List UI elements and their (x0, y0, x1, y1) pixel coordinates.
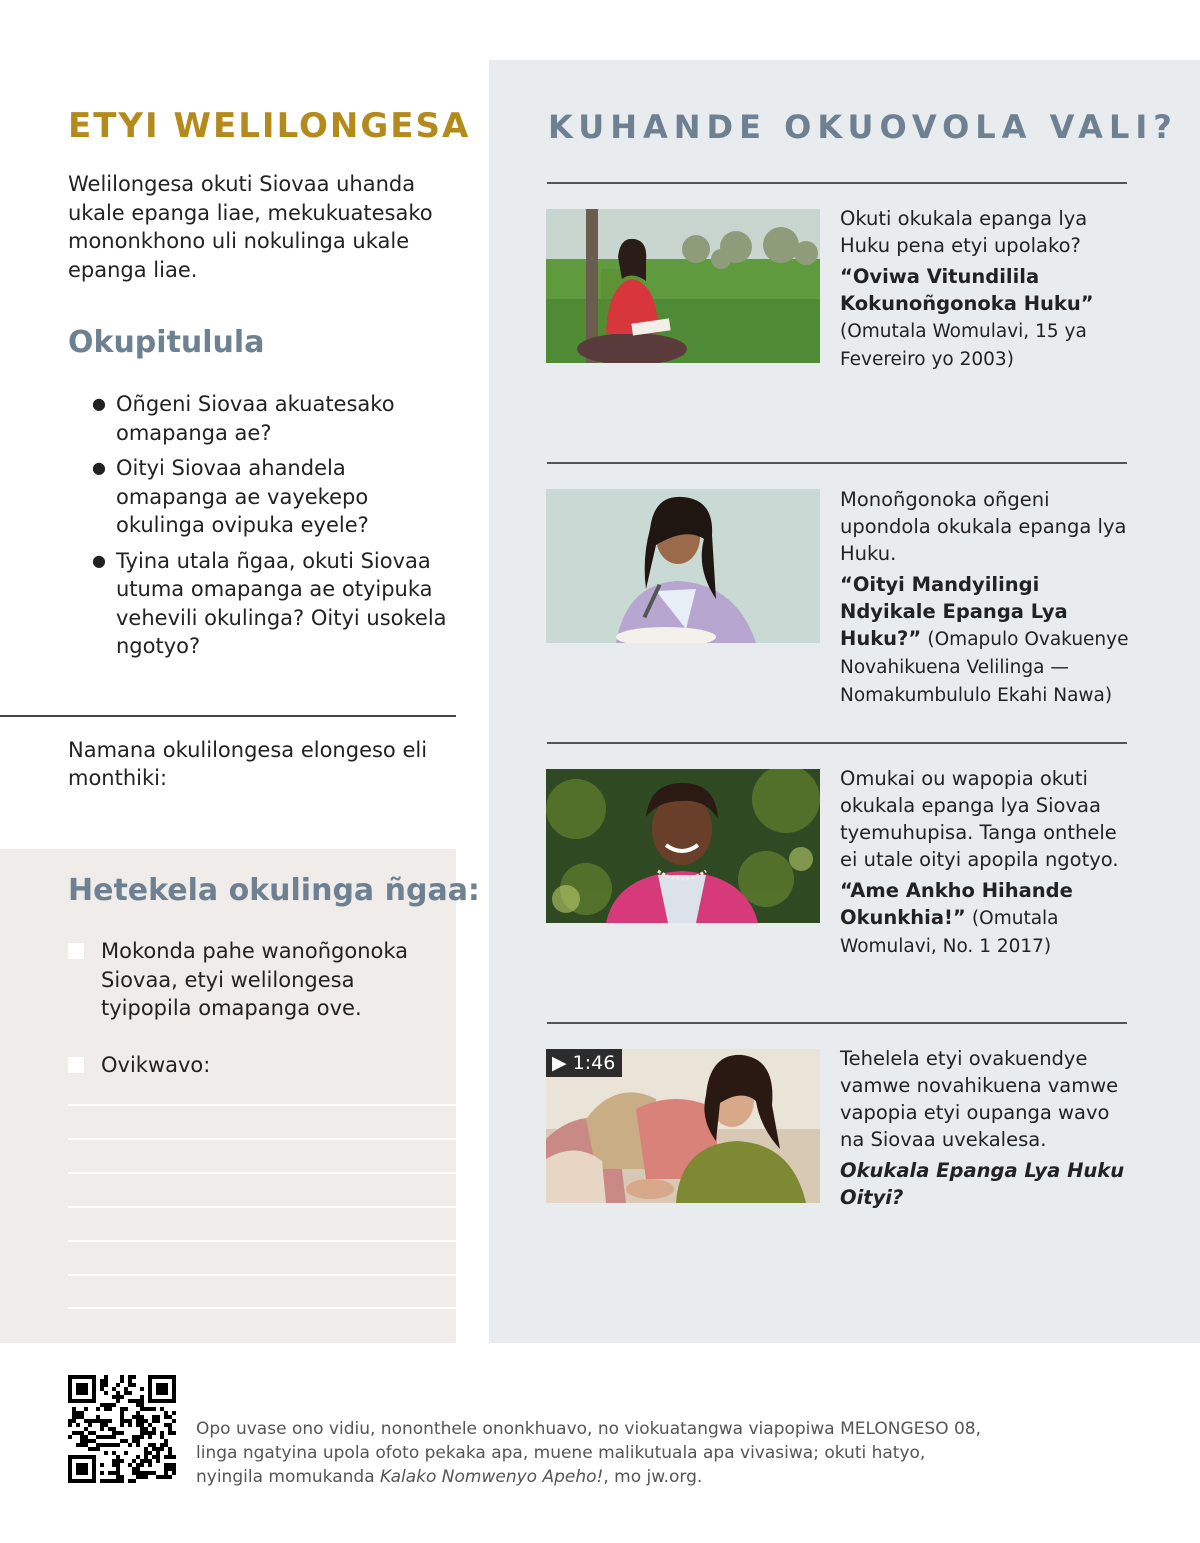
try-this-heading: Hetekela okulinga ñgaa: (68, 873, 480, 908)
bullet-icon: ● (92, 550, 106, 570)
item-divider (547, 182, 1127, 184)
item-description: Monoñgonoka oñgeni upondola okukala epanga lya Huku. (840, 488, 1127, 565)
item-description: Okuti okukala epanga lya Huku pena etyi upolako? (840, 207, 1088, 257)
lesson-date-prompt: Namana okulilongesa elongeso eli monthiki: (68, 738, 428, 790)
writing-line (68, 1172, 456, 1174)
reading-item (840, 765, 1130, 964)
video-link[interactable]: Okukala Epanga Lya Huku Oityi? (840, 1159, 1125, 1209)
qr-code-icon[interactable] (68, 1375, 176, 1483)
lesson-intro-text: Welilongesa okuti Siovaa uhanda ukale epanga liae, mekukuatesako mononkhono uli nokulinga ukale epanga liae. (68, 172, 433, 282)
article-link[interactable]: “Oityi Mandyilingi Ndyikale Epanga Lya Huku?” (840, 573, 1068, 650)
item-divider (547, 742, 1127, 744)
review-question: ● Tyina utala ñgaa, okuti Siovaa utuma omapanga ae otyipuka vehevili okulinga? Oityi usokela ngotyo? (92, 548, 447, 658)
article-link[interactable]: “Ame Ankho Hihande Okunkhia!” (840, 879, 1073, 929)
article-link[interactable]: “Oviwa Vitundilila Kokunoñgonoka Huku” (840, 265, 1094, 315)
review-question: ● Oityi Siovaa ahandela omapanga ae vayekepo okulinga ovipuka eyele? (92, 456, 369, 537)
article-source: (Omapulo Ovakuenye Novahikuena Velilinga — Nomakumbululo Ekahi Nawa) (840, 629, 1129, 706)
young-woman-reading-photo[interactable] (546, 489, 820, 643)
woman-sitting-in-orchard-photo[interactable] (546, 209, 820, 363)
writing-line (68, 1104, 456, 1106)
section-divider (0, 715, 456, 717)
smiling-woman-photo[interactable] (546, 769, 820, 923)
review-heading: Okupitulula (68, 325, 265, 360)
writing-line (68, 1138, 456, 1140)
writing-line (68, 1274, 456, 1276)
try-this-item: Ovikwavo: (68, 1051, 468, 1081)
checkbox[interactable] (68, 943, 84, 959)
lesson-summary-title: ETYI WELILONGESA (68, 106, 471, 146)
writing-line (68, 1240, 456, 1242)
video-duration-badge[interactable]: ▶ 1:46 (546, 1049, 622, 1077)
play-icon: ▶ (552, 1052, 567, 1074)
try-this-item: Mokonda pahe wanoñgonoka Siovaa, etyi welilongesa tyipopila omapanga ove. (68, 937, 468, 1027)
reading-item (840, 486, 1130, 713)
book-title: Kalako Nomwenyo Apeho! (380, 1467, 604, 1487)
try-this-box (0, 849, 456, 1343)
item-divider (547, 1022, 1127, 1024)
writing-line (68, 1307, 456, 1309)
checkbox[interactable] (68, 1057, 84, 1073)
review-question-list (92, 390, 462, 668)
bullet-icon: ● (92, 394, 106, 413)
reading-item (840, 205, 1130, 377)
item-divider (547, 462, 1127, 464)
writing-line (68, 1206, 456, 1208)
further-reading-title: KUHANDE OKUOVOLA VALI? (548, 108, 1178, 146)
bullet-icon: ● (92, 458, 106, 477)
reading-item (840, 1045, 1130, 1215)
article-source: (Omutala Womulavi, No. 1 2017) (840, 908, 1059, 957)
item-description: Omukai ou wapopia okuti okukala epanga lya Siovaa tyemuhupisa. Tanga onthele ei utale oityi apopila ngotyo. (840, 767, 1119, 871)
article-source: (Omutala Womulavi, 15 ya Fevereiro yo 2003) (840, 321, 1087, 370)
footer-note: Opo uvase ono vidiu, nononthele ononkhuavo, no viokuatangwa viapopiwa MELONGESO 08, linga ngatyina upola ofoto pekaka apa, muene malikutuala apa vivasiwa; okuti hatyo, nyingila momukanda Kalako Nomwenyo Apeho!, mo jw.org. (196, 1419, 982, 1487)
item-description: Tehelela etyi ovakuendye vamwe novahikuena vamwe vapopia etyi oupanga wavo na Siovaa uvekalesa. (840, 1047, 1119, 1151)
review-question: ● Oñgeni Siovaa akuatesako omapanga ae? (92, 392, 395, 445)
